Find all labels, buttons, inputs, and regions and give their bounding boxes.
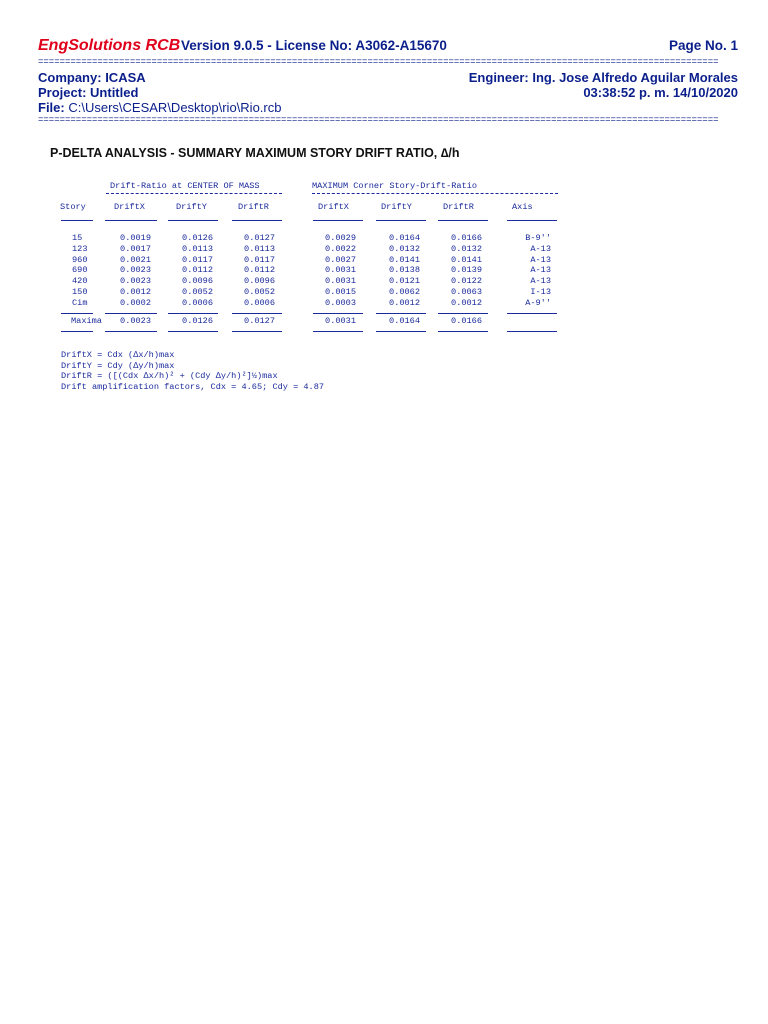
story-cell: 150 [72, 287, 88, 297]
body-separator [507, 313, 557, 314]
story-cell: 420 [72, 276, 88, 287]
company-line [38, 70, 146, 85]
axis-cell: A-13 [530, 243, 551, 254]
drift-value-cell: 0.0062 [389, 287, 420, 297]
maxima-value-cell: 0.0127 [244, 315, 275, 326]
axis-cell: A-13 [530, 276, 551, 287]
maxima-value-cell: 0.0164 [389, 315, 420, 326]
maxima-underline [313, 331, 363, 332]
drift-value-cell: 0.0027 [325, 254, 356, 265]
drift-value-cell: 0.0096 [244, 276, 275, 287]
drift-value-cell: 0.0006 [182, 297, 213, 308]
body-separator [61, 313, 93, 314]
story-cell: Cim [72, 297, 88, 308]
column-header-underline [168, 220, 218, 221]
column-header-5: DriftY [381, 202, 412, 212]
page-number: Page No. 1 [668, 38, 738, 53]
drift-value-cell: 0.0096 [182, 276, 213, 287]
column-header-1: DriftX [114, 202, 145, 212]
drift-value-cell: 0.0138 [389, 265, 420, 276]
drift-value-cell: 0.0003 [325, 297, 356, 308]
company-label: Company: [38, 70, 102, 85]
maxima-underline [61, 331, 93, 332]
section-title: P-DELTA ANALYSIS - SUMMARY MAXIMUM STORY DRIFT RATIO, ∆/h [50, 146, 460, 160]
brand-name: EngSolutions RCB [38, 37, 181, 54]
file-path: C:\Users\CESAR\Desktop\rio\Rio.rcb [68, 100, 282, 115]
column-header-4: DriftX [318, 202, 349, 212]
header-rule-bottom: ============================================================================================================================== [38, 116, 719, 125]
engineer-value: Ing. Jose Alfredo Aguilar Morales [532, 70, 738, 85]
column-header-underline [61, 220, 93, 221]
drift-value-cell: 0.0121 [389, 276, 420, 287]
drift-value-cell: 0.0132 [451, 243, 482, 254]
drift-value-cell: 0.0117 [244, 254, 275, 265]
group-rule-1 [106, 193, 282, 194]
drift-value-cell: 0.0112 [182, 265, 213, 276]
drift-value-cell: 0.0017 [120, 243, 151, 254]
project-label: Project: [38, 85, 87, 100]
drift-value-cell: 0.0141 [389, 254, 420, 265]
column-header-3: DriftR [238, 202, 269, 212]
drift-value-cell: 0.0122 [451, 276, 482, 287]
story-cell: 690 [72, 265, 88, 276]
formula-note: Drift amplification factors, Cdx = 4.65; Cdy = 4.87 [61, 381, 325, 392]
group-header-center-of-mass: Drift-Ratio at CENTER OF MASS [110, 181, 260, 191]
maxima-value-cell: 0.0126 [182, 315, 213, 326]
drift-value-cell: 0.0012 [120, 287, 151, 297]
drift-value-cell: 0.0031 [325, 276, 356, 287]
column-header-underline [105, 220, 157, 221]
column-header-underline [376, 220, 426, 221]
column-header-underline [438, 220, 488, 221]
drift-value-cell: 0.0113 [244, 243, 275, 254]
column-header-2: DriftY [176, 202, 207, 212]
group-header-corner-drift: MAXIMUM Corner Story-Drift-Ratio [312, 181, 478, 191]
drift-value-cell: 0.0023 [120, 276, 151, 287]
body-separator [105, 313, 157, 314]
column-header-underline [232, 220, 282, 221]
header-rule-top: ============================================================================================================================== [38, 58, 719, 67]
drift-value-cell: 0.0023 [120, 265, 151, 276]
maxima-underline [507, 331, 557, 332]
drift-value-cell: 0.0052 [244, 287, 275, 297]
axis-cell: I-13 [530, 287, 551, 297]
maxima-label: Maxima [71, 315, 102, 326]
drift-value-cell: 0.0117 [182, 254, 213, 265]
axis-cell: A-13 [530, 254, 551, 265]
drift-value-cell: 0.0022 [325, 243, 356, 254]
engineer-label: Engineer: [468, 70, 529, 85]
drift-value-cell: 0.0006 [244, 297, 275, 308]
maxima-value-cell: 0.0023 [120, 315, 151, 326]
drift-value-cell: 0.0012 [451, 297, 482, 308]
story-cell: 960 [72, 254, 88, 265]
axis-cell: B-9'' [525, 233, 551, 243]
axis-cell: A-13 [530, 265, 551, 276]
column-header-0: Story [60, 202, 86, 212]
maxima-underline [438, 331, 488, 332]
file-label: File: [38, 100, 65, 115]
company-value: ICASA [105, 70, 146, 85]
body-separator [438, 313, 488, 314]
drift-value-cell: 0.0126 [182, 233, 213, 243]
project-line [38, 85, 138, 100]
body-separator [313, 313, 363, 314]
report-datetime: 03:38:52 p. m. 14/10/2020 [583, 85, 738, 100]
drift-value-cell: 0.0052 [182, 287, 213, 297]
column-header-7: Axis [512, 202, 533, 212]
formula-note: DriftX = Cdx (∆x/h)max [61, 350, 175, 360]
maxima-underline [232, 331, 282, 332]
report-header [38, 37, 738, 57]
drift-value-cell: 0.0031 [325, 265, 356, 276]
formula-note: DriftR = ([(Cdx ∆x/h)² + (Cdy ∆y/h)²]½)max [61, 371, 278, 382]
project-value: Untitled [90, 85, 139, 100]
drift-value-cell: 0.0015 [325, 287, 356, 297]
column-header-6: DriftR [443, 202, 474, 212]
drift-value-cell: 0.0012 [389, 297, 420, 308]
maxima-underline [168, 331, 218, 332]
engineer-line [469, 70, 738, 85]
story-cell: 15 [72, 233, 83, 243]
column-header-underline [507, 220, 557, 221]
story-cell: 123 [72, 243, 88, 254]
drift-value-cell: 0.0132 [389, 243, 420, 254]
group-rule-2 [312, 193, 558, 194]
drift-value-cell: 0.0113 [182, 243, 213, 254]
drift-value-cell: 0.0127 [244, 233, 275, 243]
drift-value-cell: 0.0141 [451, 254, 482, 265]
file-line [38, 100, 281, 115]
drift-value-cell: 0.0166 [451, 233, 482, 243]
drift-value-cell: 0.0019 [120, 233, 151, 243]
drift-value-cell: 0.0063 [451, 287, 482, 297]
drift-value-cell: 0.0029 [325, 233, 356, 243]
version-license: Version 9.0.5 - License No: A3062-A15670 [181, 38, 447, 53]
maxima-value-cell: 0.0031 [325, 315, 356, 326]
column-header-underline [313, 220, 363, 221]
axis-cell: A-9'' [525, 297, 551, 308]
drift-value-cell: 0.0021 [120, 254, 151, 265]
body-separator [376, 313, 426, 314]
drift-value-cell: 0.0164 [389, 233, 420, 243]
drift-value-cell: 0.0002 [120, 297, 151, 308]
drift-value-cell: 0.0139 [451, 265, 482, 276]
body-separator [232, 313, 282, 314]
formula-note: DriftY = Cdy (∆y/h)max [61, 360, 175, 371]
drift-value-cell: 0.0112 [244, 265, 275, 276]
maxima-underline [105, 331, 157, 332]
maxima-value-cell: 0.0166 [451, 315, 482, 326]
body-separator [168, 313, 218, 314]
maxima-underline [376, 331, 426, 332]
